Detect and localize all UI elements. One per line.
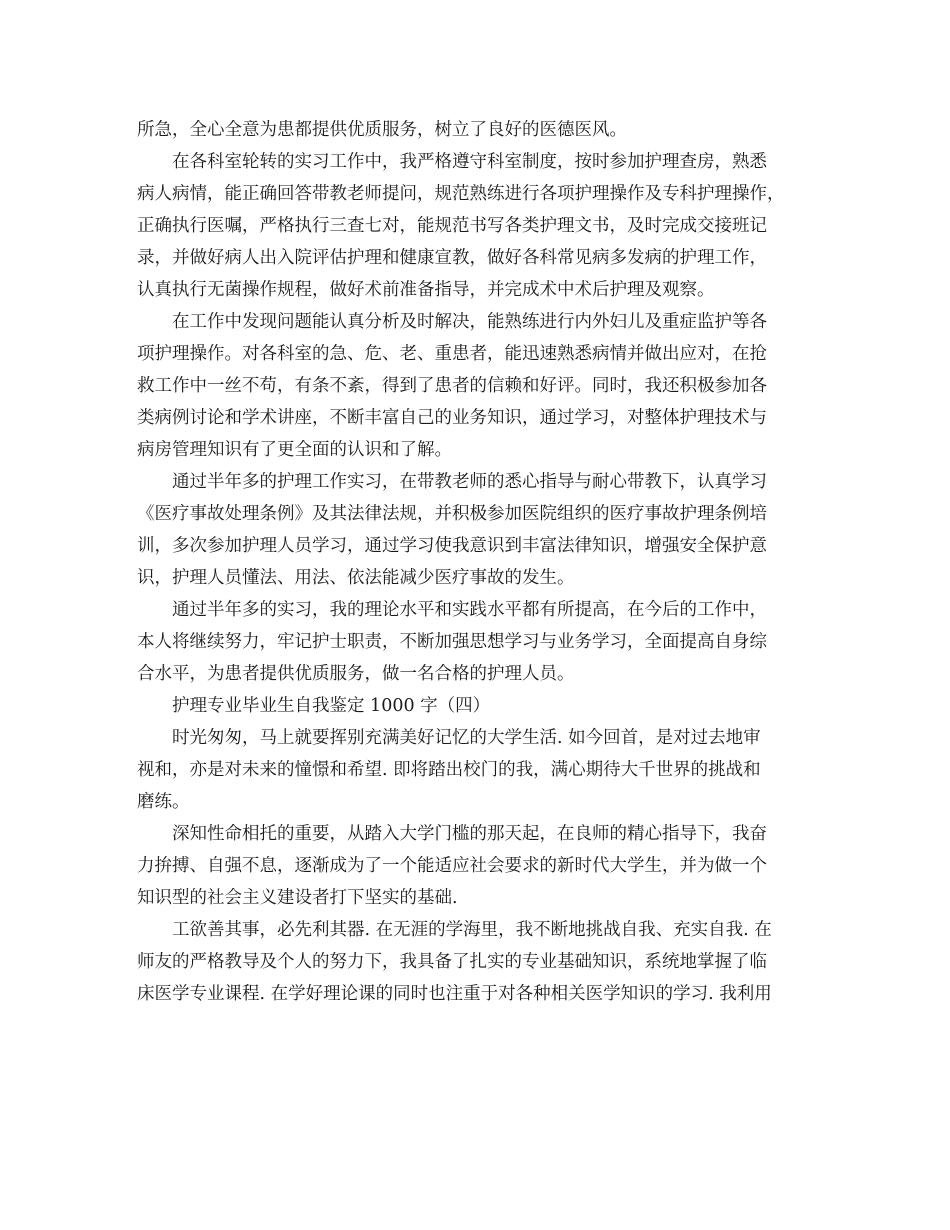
paragraph-2: 在各科室轮转的实习工作中，我严格遵守科室制度，按时参加护理查房，熟悉 病人病情，能正确回答带教老师提问，规范熟练进行各项护理操作及专科护理操作， 正确执行医嘱，严格执行三查七对，能规范书写各类护理文书，及时完成交接班记 录，并做好病人出入院评估护理和健康宣教，做好各科常见病多发病的护理工作， 认真执行无菌操作规程，做好术前准备指导，并完成术中术后护理及观察。 [137, 152, 785, 300]
paragraph-5: 通过半年多的实习，我的理论水平和实践水平都有所提高，在今后的工作中， 本人将继续努力，牢记护士职责，不断加强思想学习与业务学习，全面提高自身综 合水平，为患者提供优质服务，做一名合格的护理人员。 [137, 600, 767, 684]
paragraph-4: 通过半年多的护理工作实习，在带教老师的悉心指导与耐心带教下，认真学习 《医疗事故处理条例》及其法律法规，并积极参加医院组织的医疗事故护理条例培 训，多次参加护理人员学习，通过学习使我意识到丰富法律知识，增强安全保护意 识，护理人员懂法、用法、依法能减少医疗事故的发生。 [137, 472, 767, 588]
paragraph-6: 时光匆匆，马上就要挥别充满美好记忆的大学生活. 如今回首，是对过去地审 视和，亦是对未来的憧憬和希望. 即将踏出校门的我，满心期待大千世界的挑战和 磨练。 [137, 728, 761, 812]
paragraph-3: 在工作中发现问题能认真分析及时解决，能熟练进行内外妇儿及重症监护等各 项护理操作。对各科室的急、危、老、重患者，能迅速熟悉病情并做出应对，在抢 救工作中一丝不苟，有条不紊，得到了患者的信赖和好评。同时，我还积极参加各 类病例讨论和学术讲座，不断丰富自己的业务知识，通过学习，对整体护理技术与 病房管理知识有了更全面的认识和了解。 [137, 312, 767, 460]
paragraph-8: 工欲善其事，必先利其器. 在无涯的学海里，我不断地挑战自我、充实自我. 在 师友的严格教导及个人的努力下，我具备了扎实的专业基础知识，系统地掌握了临 床医学专业课程. 在学好理论课的同时也注重于对各种相关医学知识的学习. 我利用 [137, 920, 772, 1004]
section-heading: 护理专业毕业生自我鉴定 1000 字（四） [172, 696, 491, 716]
paragraph-7: 深知性命相托的重要，从踏入大学门槛的那天起，在良师的精心指导下，我奋 力拚搏、自强不息，逐渐成为了一个能适应社会要求的新时代大学生，并为做一个 知识型的社会主义建设者打下坚实的基础. [137, 824, 767, 908]
document-body [137, 114, 817, 1010]
paragraph-1: 所急，全心全意为患都提供优质服务，树立了良好的医德医风。 [137, 120, 627, 140]
